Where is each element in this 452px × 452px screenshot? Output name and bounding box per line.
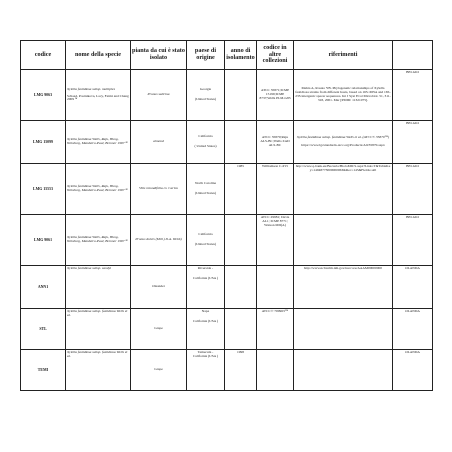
reference-cell (294, 266, 393, 309)
isolation-year: 1998 (225, 350, 257, 391)
header-year: anno di isolamento (225, 41, 257, 70)
other-collections: ATCC 35871;ICMP 15199;ICMP 8737;Wells PLM-G83 (257, 70, 294, 121)
origin-country: California (USA ) (192, 275, 219, 280)
strain-code: LMG 9061 (21, 215, 66, 266)
species-authors: Schaad, Postnikova, Lacy, Fatmi and Chang 2009 ²⁴ (67, 93, 129, 102)
origin-region: Riverside - (197, 266, 214, 270)
species-name: Xylella fastidiosa subsp. sandyi (67, 266, 112, 270)
host-plant: Oleander (131, 266, 187, 309)
species-cell (66, 215, 131, 266)
species-name: Xylella fastidiosa subsp. fastidiosa Wells et al. (67, 309, 128, 317)
origin-cell (187, 70, 225, 121)
country-tag: BELGIO (393, 215, 433, 266)
other-collections (257, 266, 294, 309)
other-collections: ATCC 35870;Raju ALS-BC;Wells ZAD ALS-BC (257, 121, 294, 164)
origin-country: (United States) (194, 191, 217, 195)
origin-cell (187, 350, 225, 391)
isolation-year (225, 266, 257, 309)
header-collections: codice in altre collezioni (257, 41, 294, 70)
header-country: paese di origine (187, 41, 225, 70)
species-cell (66, 350, 131, 391)
header-row (21, 41, 433, 70)
host-plant: Grape (131, 309, 187, 350)
origin-country: ( United States) (194, 144, 217, 148)
strain-code: LMG 9063 (21, 70, 66, 121)
table-row (21, 121, 433, 164)
origin-cell (187, 266, 225, 309)
other-collections: Williamson C-P15 (257, 164, 294, 215)
strain-code: LMG 15099 (21, 121, 66, 164)
origin-region: Temecula - (197, 350, 214, 354)
country-tag: OLANDA (393, 309, 433, 350)
strain-code: STL (21, 309, 66, 350)
host-plant: Prunus salicina (131, 70, 187, 121)
species-name: Xylella fastidiosa Wells, Raju, Hung, Weisburg, Mandelco-Paul, Brenner 1987 ²⁸ (67, 184, 128, 192)
reference-link[interactable]: https://www.lgcstandards-atcc.org/Products/All/35870.aspx (301, 143, 385, 147)
species-cell (66, 164, 131, 215)
origin-cell (187, 121, 225, 164)
isolation-year (225, 309, 257, 350)
header-refs: riferimenti (294, 41, 393, 70)
header-species: nome della specie (66, 41, 131, 70)
reference-cell (294, 164, 393, 215)
origin-region: Georgia (199, 87, 212, 92)
reference-link[interactable]: http://www.q-bank.eu/Bacteria/BioloMICS.aspx?Link=T&TableKey=14948773000000063&Rec=145&Fields=All (295, 164, 391, 172)
reference-cell (294, 70, 393, 121)
reference-cell (294, 309, 393, 350)
species-cell (66, 309, 131, 350)
species-cell (66, 121, 131, 164)
host-plant: almond (131, 121, 187, 164)
strain-table (20, 40, 433, 391)
isolation-year: 1985 (225, 164, 257, 215)
reference-cell (294, 215, 393, 266)
origin-country: California (USA ) (192, 318, 219, 323)
species-name: Xylella fastidiosa subsp. fastidiosa Wells et al. (67, 350, 128, 358)
reference-cell (294, 350, 393, 391)
table-row (21, 309, 433, 350)
origin-region: Napa (201, 309, 210, 313)
table-row (21, 266, 433, 309)
origin-region: North Carolina (194, 181, 217, 186)
reference-text: Mehta A, Rosato YB. Phylogenetic relationships of Xylella fastidiosa strains from different hosts, based on 16S rDNA and 16S-23S intergenic spacer sequences. Int J Syst Evol Microbiol. 51, 311-318, 2001. Mar [PMID: 11321075]. (295, 86, 391, 102)
origin-country: California (USA ) (192, 353, 219, 358)
host-plant: Grape (131, 350, 187, 391)
strain-code: LMG 15553 (21, 164, 66, 215)
isolation-year (225, 121, 257, 164)
species-name: Xylella fastidiosa Wells, Raju, Hung, Weisburg, Mandelco-Paul, Brenner 1987 ²⁸ (67, 137, 128, 145)
strain-code: ANN1 (21, 266, 66, 309)
species-name: Xylella fastidiosa subsp. multiplex (67, 86, 116, 91)
other-collections: ATCC 29981; Davis AL1; ICMP 8771; Watson MD(A) (257, 215, 294, 266)
country-tag: OLANDA (393, 266, 433, 309)
species-name: Xylella fastidiosa Wells, Raju, Hung, Weisburg, Mandelco-Paul, Brenner 1987 ²⁸ (67, 235, 128, 243)
host-plant: Vitis rotundifolia cv. Carlos (131, 164, 187, 215)
country-tag: OLANDA (393, 350, 433, 391)
isolation-year (225, 215, 257, 266)
country-tag: BELGIO (393, 70, 433, 121)
isolation-year (225, 70, 257, 121)
strain-code: TEMI (21, 350, 66, 391)
table-row (21, 350, 433, 391)
origin-country: (United States) (194, 97, 217, 101)
reference-link[interactable]: http://www.ncbi.nlm.nih.gov/nuccore/AAAM00000000 (303, 266, 383, 270)
header-extra (393, 41, 433, 70)
species-cell (66, 266, 131, 309)
origin-cell (187, 215, 225, 266)
header-plant: pianta da cui è stato isolato (131, 41, 187, 70)
country-tag: BELGIO (393, 121, 433, 164)
reference-text: Xylella fastidiosa subsp. fastidiosa Wells et al. (ATCC® 35870™) (296, 135, 390, 140)
reference-cell (294, 121, 393, 164)
origin-country: (United States) (194, 242, 217, 246)
origin-region: California (198, 232, 213, 237)
other-collections: ATCC® 700963™ (257, 309, 294, 350)
table-row (21, 215, 433, 266)
origin-cell (187, 164, 225, 215)
other-collections (257, 350, 294, 391)
table-row (21, 70, 433, 121)
origin-cell (187, 309, 225, 350)
table-row (21, 164, 433, 215)
origin-region: California (198, 134, 213, 139)
species-cell (66, 70, 131, 121)
host-plant: Prunus dulcis (Mill.) D.A. Webb) (131, 215, 187, 266)
country-tag: BELGIO (393, 164, 433, 215)
header-codice: codice (21, 41, 66, 70)
